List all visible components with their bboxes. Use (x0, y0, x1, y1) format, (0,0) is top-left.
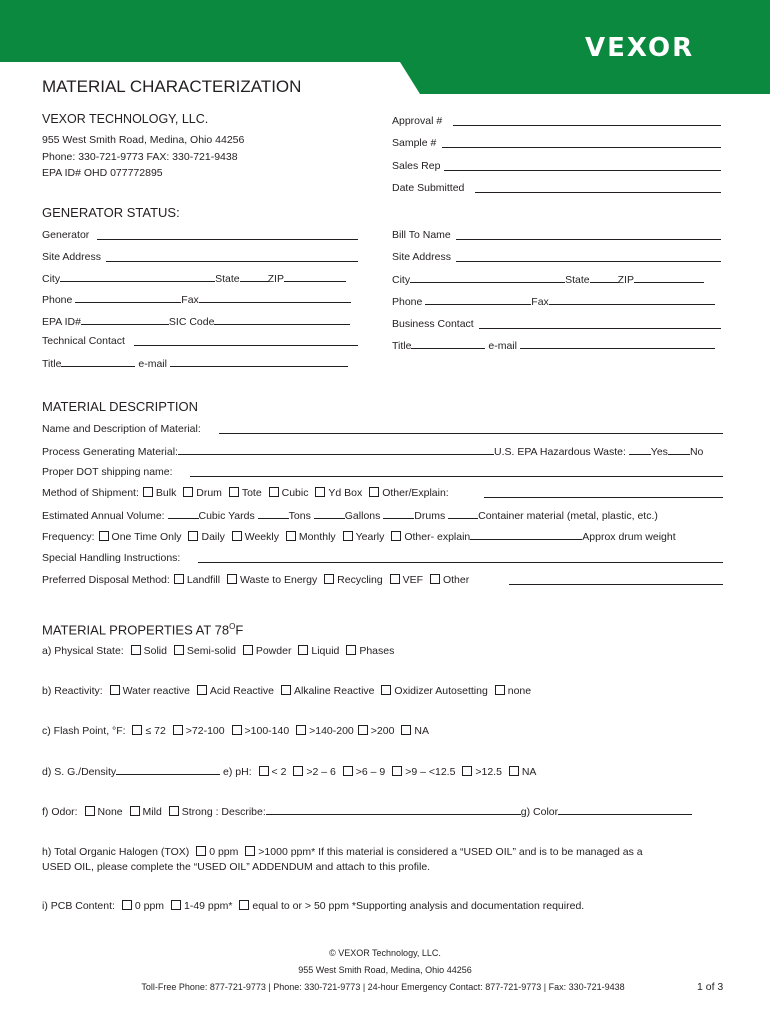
tox-0ppm-label: 0 ppm (209, 846, 239, 858)
disposal-label: Preferred Disposal Method: (42, 574, 170, 586)
ph-2-6-label: >2 – 6 (306, 766, 336, 778)
freq-other-checkbox[interactable] (391, 531, 401, 541)
title-label: Title (42, 358, 62, 370)
properties-heading-text: MATERIAL PROPERTIES AT 78 (42, 622, 230, 638)
title-row (42, 357, 348, 370)
vexor-logo: VEXOR (585, 33, 695, 63)
reactivity-oxidizer-checkbox[interactable] (381, 685, 391, 695)
bill-zip-field[interactable] (634, 273, 704, 283)
state-field[interactable] (240, 272, 268, 282)
zip-label: ZIP (267, 273, 284, 285)
sample-field[interactable] (442, 147, 721, 148)
title-field[interactable] (61, 357, 135, 367)
shipment-label: Method of Shipment: (42, 487, 139, 499)
sg-ph-row (42, 765, 536, 778)
reactivity-row (42, 685, 531, 697)
tox-0ppm-checkbox[interactable] (196, 846, 206, 856)
reactivity-water-label: Water reactive (122, 685, 190, 697)
drums-label: Drums (414, 510, 446, 522)
tox-line2: USED OIL, please complete the “USED OIL” ADDENDUM and attach to this profile. (42, 861, 431, 873)
footer-copyright: © VEXOR Technology, LLC. (329, 948, 441, 958)
physical-phases-label: Phases (359, 645, 395, 657)
odor-strong-label: Strong : Describe: (181, 806, 266, 818)
freq-other-field[interactable] (470, 530, 582, 540)
state-label: State (215, 273, 240, 285)
shipment-other-field[interactable] (484, 497, 723, 498)
tox-1000ppm-label: >1000 ppm* If this material is considered a “USED OIL” and is to be managed as a (258, 846, 643, 858)
epa-haz-label: U.S. EPA Hazardous Waste: (493, 446, 626, 458)
disposal-landfill-checkbox[interactable] (174, 574, 184, 584)
phone-label: Phone (42, 294, 73, 306)
name-desc-field[interactable] (219, 433, 723, 434)
phone-row (42, 293, 351, 306)
shipment-bulk-checkbox[interactable] (143, 487, 153, 497)
tons-field[interactable] (258, 509, 289, 519)
flash-100-140-checkbox[interactable] (232, 725, 242, 735)
physical-solid-label: Solid (143, 645, 167, 657)
bill-site-address-field[interactable] (456, 261, 721, 262)
freq-onetime-checkbox[interactable] (99, 531, 109, 541)
generator-field[interactable] (97, 239, 358, 240)
disposal-wte-label: Waste to Energy (240, 574, 318, 586)
epa-no-label: No (689, 446, 704, 458)
ph-12-5-checkbox[interactable] (462, 766, 472, 776)
fax-field[interactable] (199, 293, 351, 303)
site-address-label: Site Address (42, 251, 101, 263)
physical-state-label: a) Physical State: (42, 645, 124, 657)
bill-email-field[interactable] (520, 339, 715, 349)
technical-contact-label: Technical Contact (42, 335, 125, 347)
material-properties-heading (42, 622, 243, 637)
odor-mild-label: Mild (142, 806, 162, 818)
flash-na-label: NA (414, 725, 429, 737)
odor-label: f) Odor: (42, 806, 78, 818)
site-address-field[interactable] (106, 261, 358, 262)
generator-heading: GENERATOR STATUS: (42, 205, 180, 220)
flash-72-label: ≤ 72 (145, 725, 166, 737)
process-row (42, 445, 703, 458)
flash-point-label: c) Flash Point, °F: (42, 725, 126, 737)
email-label: e-mail (138, 358, 167, 370)
technical-contact-field[interactable] (134, 345, 358, 346)
shipment-bulk-label: Bulk (155, 487, 177, 499)
flash-72-checkbox[interactable] (132, 725, 142, 735)
container-label: Container material (metal, plastic, etc.) (478, 510, 658, 522)
pcb-0ppm-label: 0 ppm (134, 900, 165, 912)
flash-100-140-label: >100-140 (244, 725, 290, 737)
ph-2-6-checkbox[interactable] (293, 766, 303, 776)
sample-label: Sample # (392, 137, 437, 149)
pcb-50-checkbox[interactable] (239, 900, 249, 910)
reactivity-acid-checkbox[interactable] (197, 685, 207, 695)
tox-1000ppm-checkbox[interactable] (245, 846, 255, 856)
zip-field[interactable] (284, 272, 346, 282)
material-description-heading: MATERIAL DESCRIPTION (42, 399, 199, 414)
cubic-yards-label: Cubic Yards (198, 510, 255, 522)
sic-code-label: SIC Code (168, 316, 215, 328)
freq-monthly-checkbox[interactable] (286, 531, 296, 541)
freq-other-label: Other- explain (404, 531, 471, 543)
epa-no-field[interactable] (668, 445, 690, 455)
bill-phone-field[interactable] (425, 295, 531, 305)
freq-weekly-checkbox[interactable] (232, 531, 242, 541)
ph-na-label: NA (521, 766, 537, 778)
flash-140-200-checkbox[interactable] (296, 725, 306, 735)
disposal-vef-checkbox[interactable] (390, 574, 400, 584)
physical-powder-label: Powder (255, 645, 292, 657)
bill-city-row (392, 273, 704, 286)
reactivity-alkaline-checkbox[interactable] (281, 685, 291, 695)
color-label: g) Color (520, 806, 559, 818)
flash-200-label: >200 (370, 725, 395, 737)
physical-liquid-checkbox[interactable] (298, 645, 308, 655)
reactivity-none-checkbox[interactable] (495, 685, 505, 695)
page-number: 1 of 3 (697, 981, 724, 993)
footer-address: 955 West Smith Road, Medina, Ohio 44256 (298, 965, 472, 975)
flash-200-checkbox[interactable] (358, 725, 368, 735)
reactivity-alkaline-label: Alkaline Reactive (293, 685, 375, 697)
shipment-ydbox-checkbox[interactable] (315, 487, 325, 497)
physical-phases-checkbox[interactable] (346, 645, 356, 655)
shipment-cubic-label: Cubic (281, 487, 309, 499)
physical-semisolid-checkbox[interactable] (174, 645, 184, 655)
ph-9-12-label: >9 – <12.5 (405, 766, 456, 778)
fax-label: Fax (181, 294, 199, 306)
shipment-other-label: Other/Explain: (382, 487, 449, 499)
bill-title-label: Title (392, 340, 412, 352)
epa-yes-label: Yes (650, 446, 668, 458)
pcb-1-49-checkbox[interactable] (171, 900, 181, 910)
disposal-recycling-label: Recycling (337, 574, 383, 586)
bill-zip-label: ZIP (617, 274, 634, 286)
bill-title-row (392, 339, 715, 352)
bill-email-label: e-mail (488, 340, 517, 352)
ph-na-checkbox[interactable] (509, 766, 519, 776)
pcb-label: i) PCB Content: (42, 900, 115, 912)
ph-6-9-label: >6 – 9 (355, 766, 386, 778)
date-submitted-field[interactable] (475, 192, 721, 193)
bill-city-field[interactable] (410, 273, 565, 283)
bill-site-address-label: Site Address (392, 251, 451, 263)
odor-color-row (42, 805, 692, 818)
ph-6-9-checkbox[interactable] (343, 766, 353, 776)
ph-lt2-checkbox[interactable] (259, 766, 269, 776)
city-field[interactable] (60, 272, 215, 282)
shipment-tote-label: Tote (241, 487, 262, 499)
city-label: City (42, 273, 61, 285)
bill-state-field[interactable] (590, 273, 618, 283)
sg-label: d) S. G./Density (42, 766, 117, 778)
container-field[interactable] (448, 509, 478, 519)
freq-onetime-label: One Time Only (111, 531, 182, 543)
freq-daily-checkbox[interactable] (188, 531, 198, 541)
freq-daily-label: Daily (201, 531, 225, 543)
ph-9-12-checkbox[interactable] (392, 766, 402, 776)
approval-field[interactable] (453, 125, 721, 126)
business-contact-label: Business Contact (392, 318, 474, 330)
bill-fax-field[interactable] (549, 295, 715, 305)
shipment-row (42, 487, 449, 499)
physical-state-row (42, 645, 394, 657)
reactivity-water-checkbox[interactable] (110, 685, 120, 695)
shipment-cubic-checkbox[interactable] (269, 487, 279, 497)
freq-yearly-checkbox[interactable] (343, 531, 353, 541)
date-submitted-label: Date Submitted (392, 182, 465, 194)
disposal-recycling-checkbox[interactable] (324, 574, 334, 584)
flash-72-100-checkbox[interactable] (173, 725, 183, 735)
shipment-tote-checkbox[interactable] (229, 487, 239, 497)
gallons-field[interactable] (314, 509, 345, 519)
freq-monthly-label: Monthly (298, 531, 336, 543)
reactivity-label: b) Reactivity: (42, 685, 103, 697)
frequency-label: Frequency: (42, 531, 95, 543)
physical-liquid-label: Liquid (311, 645, 340, 657)
bill-to-label: Bill To Name (392, 229, 451, 241)
page-title: MATERIAL CHARACTERIZATION (42, 77, 302, 96)
tons-label: Tons (288, 510, 311, 522)
bill-phone-label: Phone (392, 296, 423, 308)
name-desc-label: Name and Description of Material: (42, 423, 201, 435)
disposal-row (42, 574, 469, 586)
drums-field[interactable] (383, 509, 414, 519)
generator-label: Generator (42, 229, 90, 241)
bill-fax-label: Fax (531, 296, 549, 308)
shipment-ydbox-label: Yd Box (328, 487, 363, 499)
flash-72-100-label: >72-100 (185, 725, 225, 737)
disposal-wte-checkbox[interactable] (227, 574, 237, 584)
color-field[interactable] (558, 805, 692, 815)
ph-label: e) pH: (223, 766, 252, 778)
bill-phone-row (392, 295, 715, 308)
odor-describe-field[interactable] (266, 805, 521, 815)
city-row (42, 272, 346, 285)
physical-solid-checkbox[interactable] (131, 645, 141, 655)
disposal-other-field[interactable] (509, 584, 723, 585)
footer-phones: Toll-Free Phone: 877-721-9773 | Phone: 330-721-9773 | 24-hour Emergency Contact: 877-721-9773 | Fax: 330-721-9438 (141, 982, 625, 992)
company-name: VEXOR TECHNOLOGY, LLC. (42, 112, 209, 126)
odor-strong-checkbox[interactable] (169, 806, 179, 816)
flash-na-checkbox[interactable] (401, 725, 411, 735)
odor-none-checkbox[interactable] (85, 806, 95, 816)
shipment-drum-checkbox[interactable] (183, 487, 193, 497)
bill-to-field[interactable] (456, 239, 721, 240)
special-handling-field[interactable] (198, 562, 723, 563)
tox-row (42, 846, 643, 858)
dot-name-label: Proper DOT shipping name: (42, 466, 173, 478)
disposal-vef-label: VEF (402, 574, 424, 586)
odor-mild-checkbox[interactable] (130, 806, 140, 816)
pcb-50-label: equal to or > 50 ppm *Supporting analysis and documentation required. (252, 900, 585, 912)
disposal-landfill-label: Landfill (186, 574, 221, 586)
frequency-row (42, 530, 676, 543)
flash-point-row (42, 725, 429, 737)
sales-rep-field[interactable] (444, 170, 721, 171)
gallons-label: Gallons (344, 510, 381, 522)
sg-field[interactable] (116, 765, 220, 775)
properties-heading-tail: F (235, 622, 244, 638)
annual-volume-row (42, 509, 658, 522)
pcb-0ppm-checkbox[interactable] (122, 900, 132, 910)
freq-weekly-label: Weekly (244, 531, 279, 543)
pcb-1-49-label: 1-49 ppm* (183, 900, 233, 912)
shipment-other-checkbox[interactable] (369, 487, 379, 497)
bill-state-label: State (565, 274, 590, 286)
physical-semisolid-label: Semi-solid (186, 645, 236, 657)
approval-label: Approval # (392, 115, 443, 127)
properties-heading-sup: O (229, 622, 236, 631)
dot-name-field[interactable] (190, 476, 723, 477)
phone-field[interactable] (75, 293, 181, 303)
company-phone-fax: Phone: 330-721-9773 FAX: 330-721-9438 (42, 151, 238, 163)
odor-none-label: None (97, 806, 123, 818)
sic-code-field[interactable] (214, 315, 350, 325)
ph-12-5-label: >12.5 (475, 766, 502, 778)
company-address: 955 West Smith Road, Medina, Ohio 44256 (42, 134, 245, 146)
bill-city-label: City (392, 274, 411, 286)
email-field[interactable] (170, 357, 348, 367)
approx-drum-label: Approx drum weight (582, 531, 676, 543)
epa-id-field[interactable] (81, 315, 169, 325)
cubic-yards-field[interactable] (168, 509, 199, 519)
annual-label: Estimated Annual Volume: (42, 510, 165, 522)
sales-rep-label: Sales Rep (392, 160, 441, 172)
pcb-row (42, 900, 584, 912)
shipment-drum-label: Drum (196, 487, 222, 499)
epa-id-label: EPA ID# (42, 316, 81, 328)
flash-140-200-label: >140-200 (309, 725, 354, 737)
bill-title-field[interactable] (411, 339, 485, 349)
reactivity-none-label: none (507, 685, 532, 697)
reactivity-oxidizer-label: Oxidizer Autosetting (394, 685, 488, 697)
tox-label: h) Total Organic Halogen (TOX) (42, 846, 190, 858)
business-contact-field[interactable] (479, 328, 721, 329)
disposal-other-label: Other (442, 574, 470, 586)
ph-lt2-label: < 2 (271, 766, 287, 778)
disposal-other-checkbox[interactable] (430, 574, 440, 584)
reactivity-acid-label: Acid Reactive (209, 685, 275, 697)
epa-yes-field[interactable] (629, 445, 651, 455)
freq-yearly-label: Yearly (355, 531, 385, 543)
epa-row (42, 315, 350, 328)
process-field[interactable] (178, 445, 494, 455)
physical-powder-checkbox[interactable] (243, 645, 253, 655)
company-epa: EPA ID# OHD 077772895 (42, 167, 163, 179)
special-handling-label: Special Handling Instructions: (42, 552, 181, 564)
process-label: Process Generating Material: (42, 446, 178, 458)
